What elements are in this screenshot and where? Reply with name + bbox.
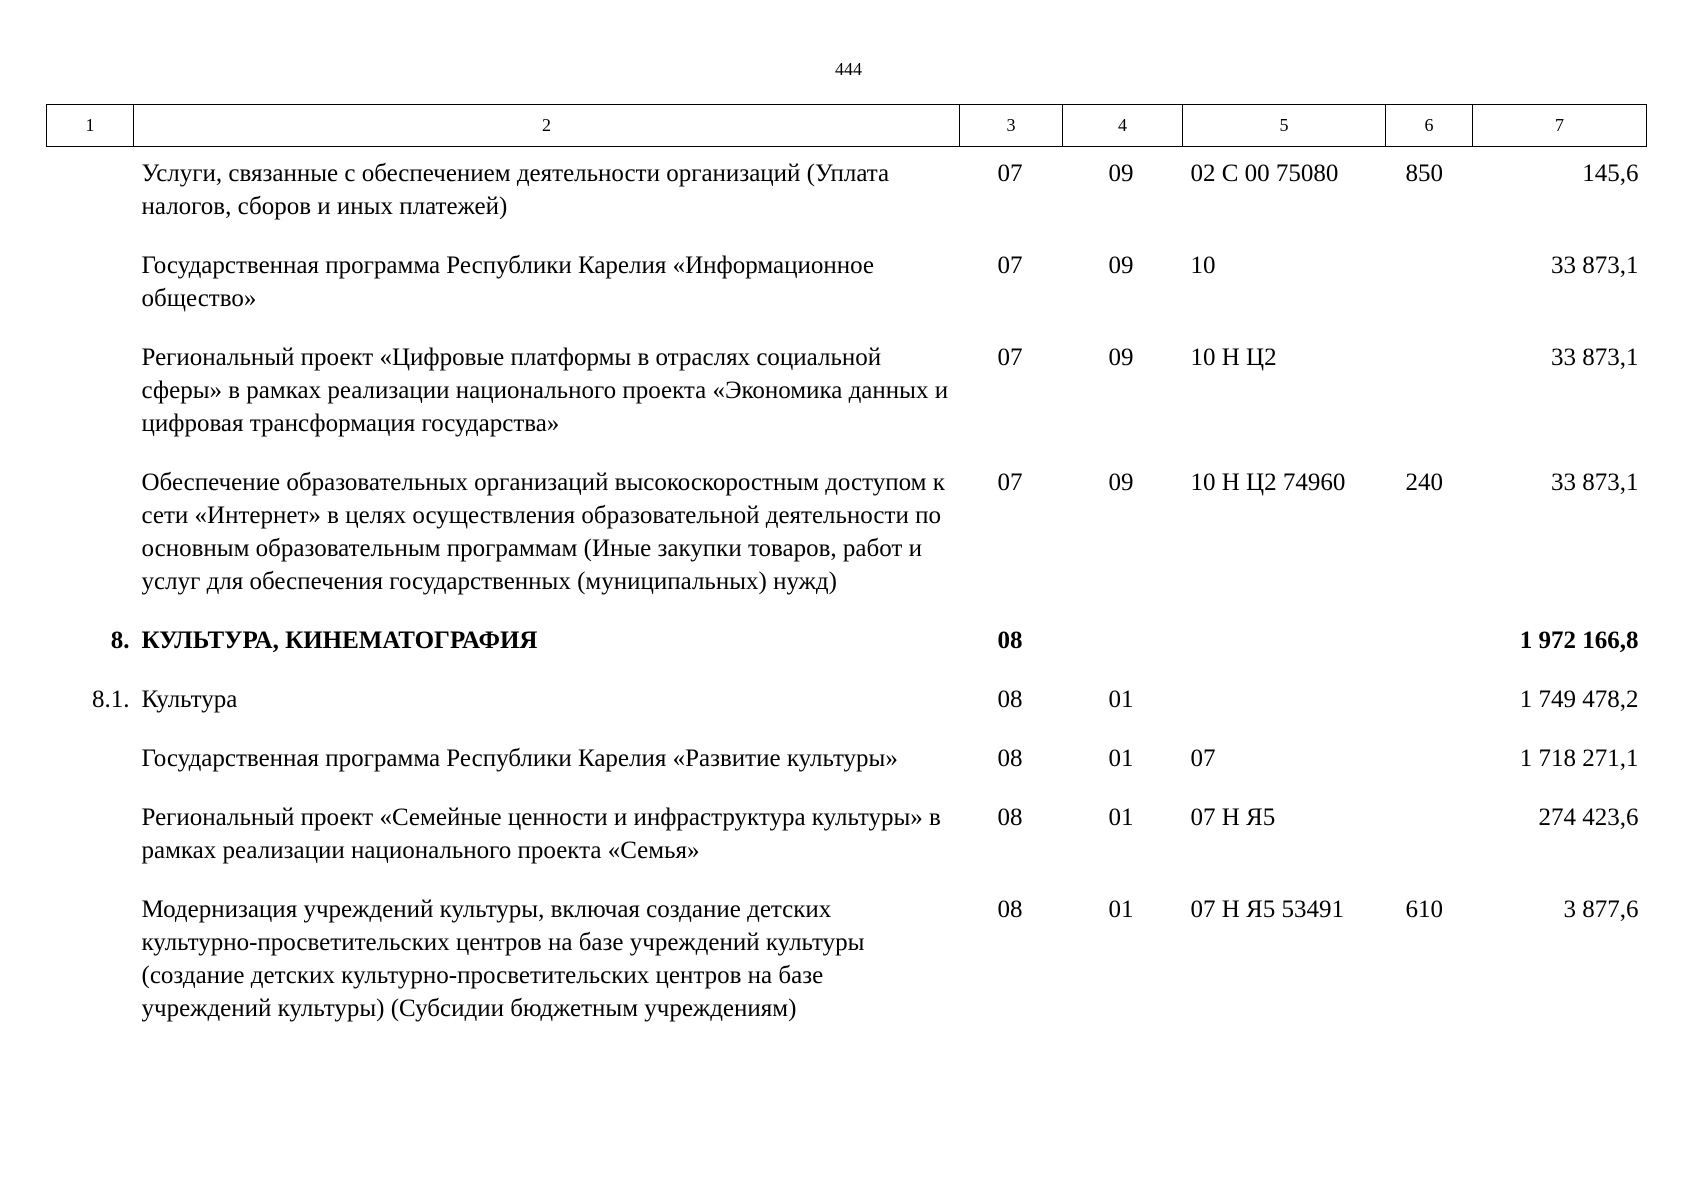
row-number: [47, 456, 134, 614]
table-row: [47, 147, 1647, 240]
table-row: [47, 791, 1647, 883]
row-subsection-code: 09: [1108, 160, 1134, 187]
row-amount: 1 749 478,2: [1519, 686, 1639, 713]
row-name: Региональный проект «Семейные ценности и инфраструктура культуры» в рамках реализации национального проекта «Семья»: [141, 804, 941, 864]
table-row: [47, 673, 1647, 732]
row-target-article-code: [1183, 673, 1386, 732]
column-header-3: 3: [960, 105, 1063, 147]
row-name: Модернизация учреждений культуры, включая создание детских культурно-просветительских центров на базе учреждений культуры (создание детских культурно-просветительских центров на базе учреждений культуры) (Субсидии бюджетным учреждениям): [141, 896, 865, 1022]
row-subsection-code: 09: [1108, 469, 1134, 496]
row-expense-type-code: [1386, 239, 1473, 331]
row-section-code: 08: [997, 745, 1023, 772]
row-section-code: 08: [997, 896, 1023, 923]
row-amount: 274 423,6: [1538, 804, 1639, 831]
row-number: 8.1.: [92, 686, 130, 713]
row-target-article-code: 07: [1190, 745, 1216, 772]
row-expense-type-code: 850: [1405, 160, 1443, 187]
row-subsection-code: 09: [1108, 344, 1134, 371]
row-amount: 145,6: [1582, 160, 1639, 187]
table-row: [47, 331, 1647, 456]
row-section-code: 07: [997, 160, 1023, 187]
row-name: Культура: [141, 686, 238, 713]
row-subsection-code: 01: [1108, 745, 1134, 772]
page-number: 444: [835, 59, 862, 79]
row-expense-type-code: 610: [1405, 896, 1443, 923]
column-header-5: 5: [1183, 105, 1386, 147]
row-number: 8.: [110, 627, 130, 654]
row-subsection-code: 09: [1108, 252, 1134, 279]
row-number: [47, 239, 134, 331]
column-header-7: 7: [1473, 105, 1647, 147]
row-subsection-code: 01: [1108, 686, 1134, 713]
row-name: Государственная программа Республики Карелия «Информационное общество»: [141, 252, 875, 312]
table-row: [47, 614, 1647, 673]
row-number: [47, 791, 134, 883]
header-row: [47, 105, 1647, 147]
row-expense-type-code: [1386, 331, 1473, 456]
row-name: Государственная программа Республики Карелия «Развитие культуры»: [141, 745, 898, 772]
row-target-article-code: 07 Н Я5 53491: [1190, 896, 1344, 923]
row-section-code: 07: [997, 344, 1023, 371]
row-expense-type-code: [1386, 614, 1473, 673]
row-amount: 33 873,1: [1551, 252, 1639, 279]
row-amount: 1 718 271,1: [1519, 745, 1639, 772]
table-body: [47, 147, 1647, 1042]
row-target-article-code: 02 С 00 75080: [1190, 160, 1339, 187]
row-name: Услуги, связанные с обеспечением деятельности организаций (Уплата налогов, сборов и иных платежей): [141, 160, 890, 220]
row-section-code: 08: [997, 804, 1023, 831]
table-row: [47, 239, 1647, 331]
row-number: [47, 883, 134, 1041]
table-row: [47, 732, 1647, 791]
row-expense-type-code: [1386, 673, 1473, 732]
row-expense-type-code: [1386, 791, 1473, 883]
row-target-article-code: 10 Н Ц2: [1190, 344, 1277, 371]
column-header-2: 2: [134, 105, 960, 147]
row-section-code: 08: [997, 686, 1023, 713]
row-section-code: 07: [997, 252, 1023, 279]
row-amount: 33 873,1: [1551, 344, 1639, 371]
row-number: [47, 732, 134, 791]
row-section-code: 08: [997, 627, 1023, 654]
row-name: Региональный проект «Цифровые платформы в отраслях социальной сферы» в рамках реализации национального проекта «Экономика данных и цифровая трансформация государства»: [141, 344, 949, 437]
row-target-article-code: [1183, 614, 1386, 673]
row-amount: 1 972 166,8: [1519, 627, 1639, 654]
row-subsection-code: [1063, 614, 1183, 673]
table-row: [47, 456, 1647, 614]
column-header-6: 6: [1386, 105, 1473, 147]
row-target-article-code: 07 Н Я5: [1190, 804, 1276, 831]
row-target-article-code: 10 Н Ц2 74960: [1190, 469, 1346, 496]
row-name: КУЛЬТУРА, КИНЕМАТОГРАФИЯ: [141, 627, 538, 654]
budget-table: [46, 104, 1647, 1041]
row-amount: 3 877,6: [1563, 896, 1639, 923]
row-number: [47, 331, 134, 456]
row-name: Обеспечение образовательных организаций высокоскоростным доступом к сети «Интернет» в целях осуществления образовательной деятельности по основным образовательным программам (Иные закупки товаров, работ и услуг для обеспечения государственных (муниципальных) нужд): [141, 469, 945, 595]
column-header-4: 4: [1063, 105, 1183, 147]
table-row: [47, 883, 1647, 1041]
row-subsection-code: 01: [1108, 804, 1134, 831]
row-amount: 33 873,1: [1551, 469, 1639, 496]
row-target-article-code: 10: [1190, 252, 1216, 279]
row-expense-type-code: [1386, 732, 1473, 791]
table-header: [47, 105, 1647, 147]
row-number: [47, 147, 134, 240]
column-header-1: 1: [47, 105, 134, 147]
row-subsection-code: 01: [1108, 896, 1134, 923]
row-expense-type-code: 240: [1405, 469, 1443, 496]
row-section-code: 07: [997, 469, 1023, 496]
